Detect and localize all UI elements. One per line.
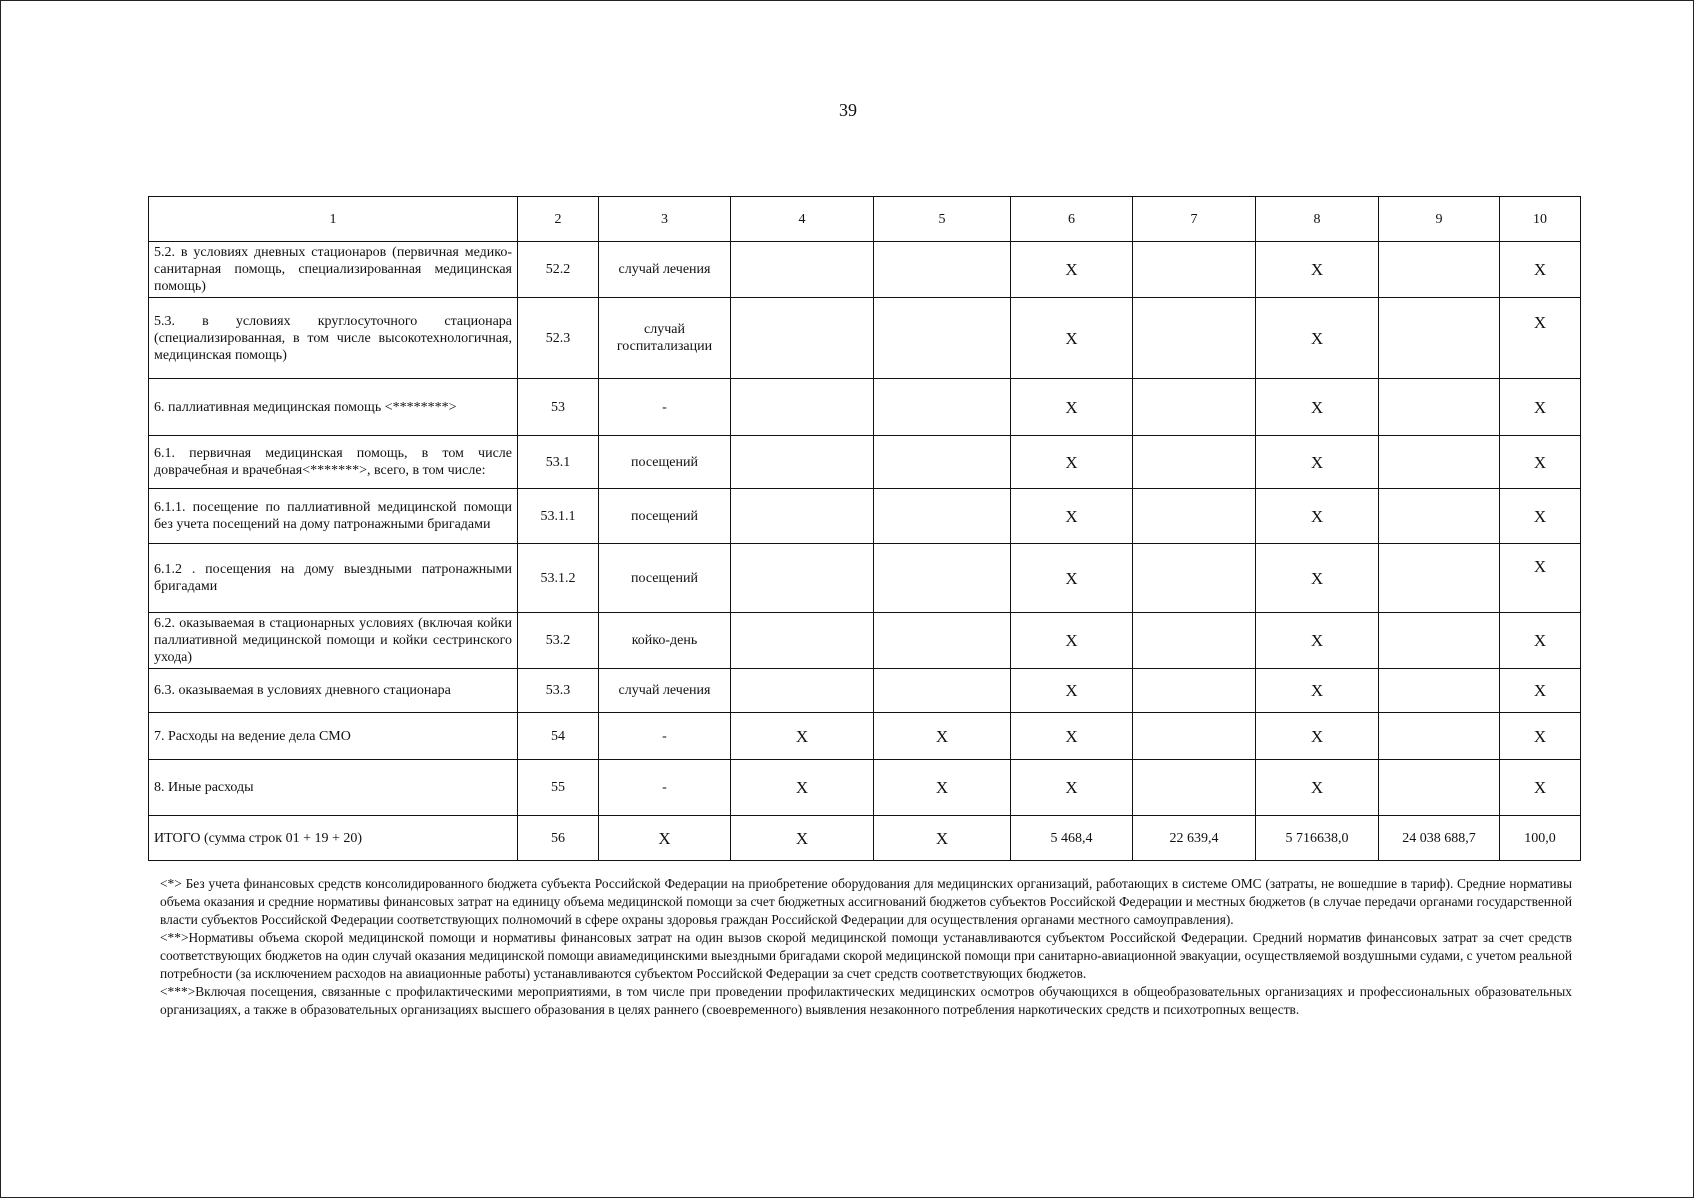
cell-col-10: X [1500,298,1581,379]
cell-col-4: X [731,713,874,760]
cell-col-5: X [874,760,1011,816]
cell-col-7 [1133,489,1256,544]
cell-col-4 [731,613,874,669]
cell-col-9 [1379,544,1500,613]
cell-col-4 [731,298,874,379]
row-name: ИТОГО (сумма строк 01 + 19 + 20) [149,816,518,861]
cell-col-6: 5 468,4 [1011,816,1133,861]
cell-col-9 [1379,669,1500,713]
cell-col-9 [1379,298,1500,379]
cell-col-10: X [1500,713,1581,760]
cell-col-9: 24 038 688,7 [1379,816,1500,861]
footnotes [160,875,1572,1019]
table-header-row [149,197,1581,242]
cell-col-4 [731,489,874,544]
row-code: 53.1 [518,436,599,489]
column-number-10: 10 [1500,197,1581,242]
cell-col-8: X [1256,436,1379,489]
row-unit: X [599,816,731,861]
column-number-5: 5 [874,197,1011,242]
cell-col-6: X [1011,298,1133,379]
row-code: 56 [518,816,599,861]
cell-col-6: X [1011,713,1133,760]
cell-col-9 [1379,379,1500,436]
row-unit: - [599,379,731,436]
cell-col-6: X [1011,489,1133,544]
cell-col-7: 22 639,4 [1133,816,1256,861]
row-unit: - [599,760,731,816]
cell-col-8: X [1256,242,1379,298]
cell-col-10: X [1500,242,1581,298]
table-row [149,613,1581,669]
cell-col-5 [874,669,1011,713]
cell-col-5: X [874,816,1011,861]
cell-col-7 [1133,298,1256,379]
row-name: 6.1. первичная медицинская помощь, в том числе доврачебная и врачебная<*******>, всего, в том числе: [149,436,518,489]
table-row [149,760,1581,816]
row-name: 5.2. в условиях дневных стационаров (первичная медико-санитарная помощь, специализированная медицинская помощь) [149,242,518,298]
row-name: 6.1.1. посещение по паллиативной медицинской помощи без учета посещений на дому патронажными бригадами [149,489,518,544]
cell-col-10: X [1500,489,1581,544]
column-number-7: 7 [1133,197,1256,242]
cell-col-4 [731,544,874,613]
row-name: 8. Иные расходы [149,760,518,816]
page-number: 39 [839,100,857,120]
cell-col-7 [1133,613,1256,669]
cell-col-8: X [1256,760,1379,816]
column-number-4: 4 [731,197,874,242]
row-name: 6.3. оказываемая в условиях дневного стационара [149,669,518,713]
cell-col-9 [1379,713,1500,760]
table-row [149,544,1581,613]
cell-col-10: X [1500,669,1581,713]
cell-col-7 [1133,436,1256,489]
cell-col-8: 5 716638,0 [1256,816,1379,861]
column-number-6: 6 [1011,197,1133,242]
cell-col-8: X [1256,379,1379,436]
cell-col-4 [731,242,874,298]
row-code: 54 [518,713,599,760]
cell-col-7 [1133,669,1256,713]
cell-col-5 [874,613,1011,669]
cell-col-10: X [1500,544,1581,613]
cell-col-10: X [1500,760,1581,816]
row-name: 6. паллиативная медицинская помощь <********> [149,379,518,436]
cell-col-7 [1133,760,1256,816]
cell-col-4 [731,669,874,713]
cell-col-4 [731,436,874,489]
cell-col-10: X [1500,613,1581,669]
table-row [149,669,1581,713]
cell-col-4 [731,379,874,436]
column-number-3: 3 [599,197,731,242]
cell-col-8: X [1256,489,1379,544]
cell-col-7 [1133,713,1256,760]
cell-col-6: X [1011,669,1133,713]
footnote-1: <*> Без учета финансовых средств консолидированного бюджета субъекта Российской Федерации на приобретение оборудования для медицинских организаций, работающих в системе ОМС (затраты, не вошедшие в тариф). Средние нормативы объема оказания и средние нормативы финансовых затрат на единицу объема медицинской помощи за счет бюджетных ассигнований бюджетов субъектов Российской Федерации и местных бюджетов (в случае передачи органами государственной власти субъектов Российской Федерации соответствующих полномочий в сфере охраны здоровья граждан Российской Федерации для осуществления органами местного самоуправления). [160,876,1572,927]
table-row [149,379,1581,436]
cell-col-7 [1133,544,1256,613]
cell-col-9 [1379,436,1500,489]
table-row [149,298,1581,379]
row-name: 6.2. оказываемая в стационарных условиях (включая койки паллиативной медицинской помощи и койки сестринского ухода) [149,613,518,669]
cell-col-5 [874,242,1011,298]
cell-col-5 [874,436,1011,489]
table-row-total [149,816,1581,861]
cell-col-9 [1379,489,1500,544]
cell-col-8: X [1256,544,1379,613]
table-row [149,713,1581,760]
cell-col-6: X [1011,544,1133,613]
cell-col-10: X [1500,436,1581,489]
row-unit: случай лечения [599,242,731,298]
table-row [149,489,1581,544]
norms-table [148,196,1581,861]
row-name: 5.3. в условиях круглосуточного стационара (специализированная, в том числе высокотехнологичная, медицинская помощь) [149,298,518,379]
cell-col-9 [1379,760,1500,816]
row-code: 53.2 [518,613,599,669]
table-row [149,242,1581,298]
row-code: 52.3 [518,298,599,379]
cell-col-5 [874,544,1011,613]
cell-col-6: X [1011,436,1133,489]
cell-col-10: 100,0 [1500,816,1581,861]
row-code: 53 [518,379,599,436]
column-number-1: 1 [149,197,518,242]
row-name: 6.1.2 . посещения на дому выездными патронажными бригадами [149,544,518,613]
cell-col-6: X [1011,613,1133,669]
row-unit: койко-день [599,613,731,669]
cell-col-10: X [1500,379,1581,436]
row-code: 52.2 [518,242,599,298]
footnote-3: <***>Включая посещения, связанные с профилактическими мероприятиями, в том числе при проведении профилактических медицинских осмотров обучающихся в общеобразовательных организациях и профессиональных образовательных организациях, а также в образовательных организациях высшего образования в целях раннего (своевременного) выявления незаконного потребления наркотических средств и психотропных веществ. [160,984,1572,1017]
row-code: 53.1.1 [518,489,599,544]
row-unit: посещений [599,436,731,489]
cell-col-6: X [1011,242,1133,298]
cell-col-5: X [874,713,1011,760]
cell-col-7 [1133,379,1256,436]
row-unit: случай лечения [599,669,731,713]
cell-col-9 [1379,613,1500,669]
column-number-8: 8 [1256,197,1379,242]
row-unit: посещений [599,544,731,613]
footnote-2: <**>Нормативы объема скорой медицинской помощи и нормативы финансовых затрат на один вызов скорой медицинской помощи устанавливаются субъектом Российской Федерации. Средний норматив финансовых затрат за счет средств соответствующих бюджетов на один случай оказания медицинской помощи авиамедицинскими выездными бригадами скорой медицинской помощи при санитарно-авиационной эвакуации, осуществляемой воздушными судами, с учетом реальной потребности (за исключением расходов на авиационные работы) устанавливаются субъектом Российской Федерации за счет средств соответствующих бюджетов. [160,930,1572,981]
cell-col-6: X [1011,379,1133,436]
column-number-9: 9 [1379,197,1500,242]
row-unit: - [599,713,731,760]
cell-col-4: X [731,760,874,816]
cell-col-8: X [1256,613,1379,669]
cell-col-5 [874,489,1011,544]
row-code: 53.1.2 [518,544,599,613]
row-code: 53.3 [518,669,599,713]
row-name: 7. Расходы на ведение дела СМО [149,713,518,760]
cell-col-5 [874,379,1011,436]
cell-col-8: X [1256,713,1379,760]
row-code: 55 [518,760,599,816]
cell-col-7 [1133,242,1256,298]
cell-col-8: X [1256,298,1379,379]
cell-col-6: X [1011,760,1133,816]
cell-col-4: X [731,816,874,861]
row-unit: посещений [599,489,731,544]
cell-col-8: X [1256,669,1379,713]
table-row [149,436,1581,489]
cell-col-9 [1379,242,1500,298]
cell-col-5 [874,298,1011,379]
column-number-2: 2 [518,197,599,242]
row-unit: случай госпитализации [599,298,731,379]
